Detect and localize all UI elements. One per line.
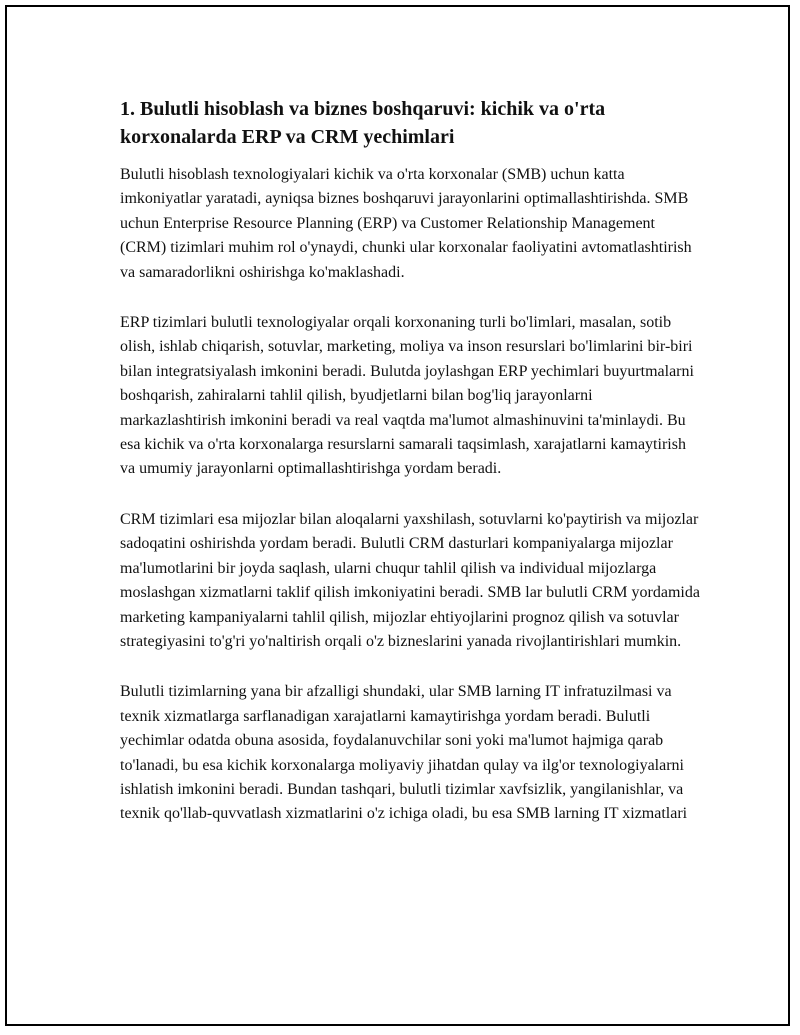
paragraph-1: Bulutli hisoblash texnologiyalari kichik va o'rta korxonalar (SMB) uchun katta imkoniyatlar yaratadi, ayniqsa biznes boshqaruvi jarayonlarini optimallashtirishda. SMB uchun Enterprise Resource Planning (ERP) va Customer Relationship Management (CRM) tizimlari muhim rol o'ynaydi, chunki ular korxonalar faoliyatini avtomatlashtirish va samaradorlikni oshirishga ko'maklashadi. <box>120 166 692 281</box>
paragraph-3: CRM tizimlari esa mijozlar bilan aloqalarni yaxshilash, sotuvlarni ko'paytirish va mijozlar sadoqatini oshirishda yordam beradi. Bulutli CRM dasturlari kompaniyalarga mijozlar ma'lumotlarini bir joyda saqlash, ularni chuqur tahlil qilish va individual mijozlarga moslashgan xizmatlarni taklif qilish imkoniyatini beradi. SMB lar bulutli CRM yordamida marketing kampaniyalarni tahlil qilish, mijozlar ehtiyojlarini prognoz qilish va sotuvlar strategiyasini to'g'ri yo'naltirish orqali o'z bizneslarini yanada rivojlantirishlari mumkin. <box>120 510 700 650</box>
paragraph-2: ERP tizimlari bulutli texnologiyalar orqali korxonaning turli bo'limlari, masalan, sotib olish, ishlab chiqarish, sotuvlar, marketing, moliya va inson resurslari bo'limlarini bir-biri bilan integratsiyalash imkonini beradi. Bulutda joylashgan ERP yechimlari buyurtmalarni boshqarish, zahiralarni tahlil qilish, byudjetlarni bilan bog'liq jarayonlarni markazlashtirish imkonini beradi va real vaqtda ma'lumot almashinuvini ta'minlaydi. Bu esa kichik va o'rta korxonalarga resurslarni samarali taqsimlash, xarajatlarni kamaytirish va umumiy jarayonlarni optimallashtirishga yordam beradi. <box>120 314 694 478</box>
paragraph-4: Bulutli tizimlarning yana bir afzalligi shundaki, ular SMB larning IT infratuzilmasi va texnik xizmatlarga sarflanadigan xarajatlarni kamaytirishga yordam beradi. Bulutli yechimlar odatda obuna asosida, foydalanuvchilar soni yoki ma'lumot hajmiga qarab to'lanadi, bu esa kichik korxonalarga moliyaviy jihatdan qulay va ilg'or texnologiyalarni ishlatish imkonini beradi. Bundan tashqari, bulutli tizimlar xavfsizlik, yangilanishlar, va texnik qo'llab-quvvatlash xizmatlarini o'z ichiga oladi, bu esa SMB larning IT xizmatlari <box>120 683 688 823</box>
page-frame <box>5 5 790 1026</box>
document-body <box>120 95 700 853</box>
document-heading: 1. Bulutli hisoblash va biznes boshqaruvi: kichik va o'rta korxonalarda ERP va CRM yechimlari <box>120 98 606 148</box>
